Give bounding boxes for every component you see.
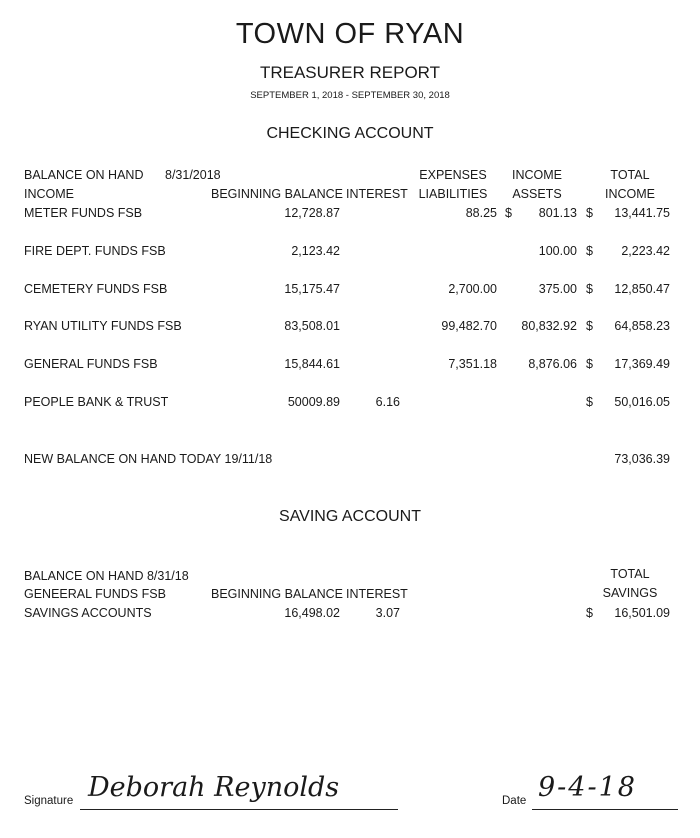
signature-label: Signature — [24, 795, 74, 807]
col-interest-header: INTEREST — [346, 187, 408, 201]
report-period: SEPTEMBER 1, 2018 - SEPTEMBER 30, 2018 — [250, 90, 450, 101]
row-expenses: 99,482.70 — [441, 319, 497, 333]
row-name: PEOPLE BANK & TRUST — [24, 395, 169, 409]
row-expenses: 7,351.18 — [448, 357, 497, 371]
row-total: 13,441.75 — [614, 206, 670, 220]
row-income-dollar: $ — [586, 357, 593, 371]
row-total: 2,223.42 — [621, 244, 670, 258]
row-beginning: 2,123.42 — [291, 244, 340, 258]
col-income-header-1: INCOME — [512, 168, 562, 182]
report-subtitle: TREASURER REPORT — [259, 63, 441, 82]
new-balance-label: NEW BALANCE ON HAND TODAY 19/11/18 — [24, 452, 273, 466]
row-income: 80,832.92 — [521, 319, 577, 333]
row-total: 64,858.23 — [614, 319, 670, 333]
saving-col-name-header: GENEERAL FUNDS FSB — [24, 587, 166, 601]
row-beginning: 15,175.47 — [284, 282, 340, 296]
row-income-dollar: $ — [586, 206, 593, 220]
row-income: 375.00 — [538, 282, 577, 296]
date-line — [532, 809, 678, 810]
saving-row-dollar: $ — [586, 606, 593, 620]
row-name: METER FUNDS FSB — [24, 206, 143, 220]
row-expenses: 2,700.00 — [448, 282, 497, 296]
checking-balance-label: BALANCE ON HAND — [24, 168, 144, 182]
row-name: FIRE DEPT. FUNDS FSB — [24, 244, 166, 258]
saving-section-title: SAVING ACCOUNT — [279, 508, 421, 525]
row-expenses-dollar: $ — [505, 206, 512, 220]
row-beginning: 15,844.61 — [284, 357, 340, 371]
row-income: 801.13 — [538, 206, 577, 220]
row-total: 17,369.49 — [614, 357, 670, 371]
saving-balance-label: BALANCE ON HAND 8/31/18 — [24, 569, 189, 583]
col-expenses-header-2: LIABILITIES — [418, 187, 488, 201]
saving-row-beginning: 16,498.02 — [284, 606, 340, 620]
row-name: RYAN UTILITY FUNDS FSB — [24, 319, 182, 333]
col-income-header-2: ASSETS — [512, 187, 562, 201]
row-name: CEMETERY FUNDS FSB — [24, 282, 168, 296]
new-balance-value: 73,036.39 — [614, 452, 670, 466]
report-title: TOWN OF RYAN — [235, 18, 465, 50]
row-income: 100.00 — [538, 244, 577, 258]
row-total: 50,016.05 — [614, 395, 670, 409]
col-beginning-header: BEGINNING BALANCE — [211, 187, 343, 201]
checking-balance-date: 8/31/2018 — [165, 168, 221, 182]
saving-col-interest-header: INTEREST — [346, 587, 408, 601]
signature-handwriting: Deborah Reynolds — [88, 772, 340, 803]
row-beginning: 12,728.87 — [284, 206, 340, 220]
saving-col-total-header-1: TOTAL — [610, 567, 650, 581]
row-beginning: 83,508.01 — [284, 319, 340, 333]
row-interest: 6.16 — [375, 395, 400, 409]
row-income-dollar: $ — [586, 282, 593, 296]
checking-section-title: CHECKING ACCOUNT — [266, 125, 434, 142]
row-total: 12,850.47 — [614, 282, 670, 296]
col-expenses-header-1: EXPENSES — [419, 168, 487, 182]
col-total-header-1: TOTAL — [610, 168, 650, 182]
saving-col-beginning-header: BEGINNING BALANCE — [211, 587, 343, 601]
row-expenses: 88.25 — [465, 206, 497, 220]
row-beginning: 50009.89 — [287, 395, 340, 409]
saving-row-total: 16,501.09 — [614, 606, 670, 620]
date-label: Date — [502, 795, 527, 807]
row-income: 8,876.06 — [528, 357, 577, 371]
row-income-dollar: $ — [586, 244, 593, 258]
saving-row-name: SAVINGS ACCOUNTS — [24, 606, 152, 620]
col-name-header: INCOME — [24, 187, 74, 201]
signature-line — [80, 809, 398, 810]
row-name: GENERAL FUNDS FSB — [24, 357, 158, 371]
saving-row-interest: 3.07 — [375, 606, 400, 620]
row-income-dollar: $ — [586, 395, 593, 409]
col-total-header-2: INCOME — [605, 187, 655, 201]
saving-col-total-header-2: SAVINGS — [602, 586, 658, 600]
date-handwriting: 9-4-18 — [538, 772, 637, 803]
row-income-dollar: $ — [586, 319, 593, 333]
